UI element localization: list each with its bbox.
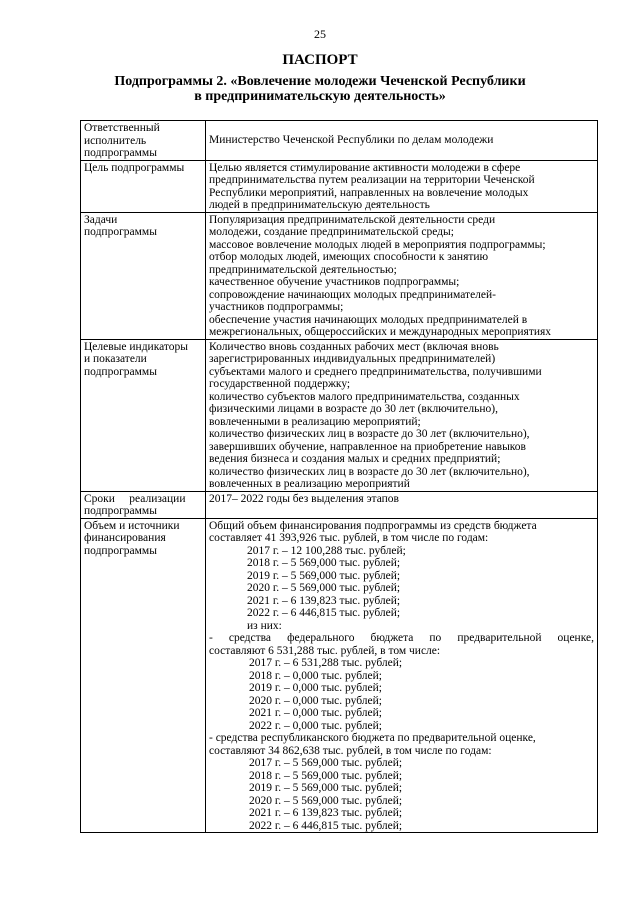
value-line: сопровождение начинающих молодых предпринимателей-	[209, 288, 497, 301]
year-line: 2017 г. – 6 531,288 тыс. рублей;	[249, 657, 403, 669]
table-row	[81, 339, 598, 491]
value-line: количество физических лиц в возрасте до 30 лет (включительно),	[209, 428, 530, 440]
value-line: межрегиональных, общероссийских и международных мероприятиях	[209, 326, 552, 338]
page-number: 25	[314, 27, 326, 41]
value-line: участников подпрограммы;	[209, 301, 344, 313]
label-line: Задачи	[84, 213, 118, 226]
value-line: массовое вовлечение молодых людей в мероприятия подпрограммы;	[209, 238, 546, 251]
year-line: 2019 г. – 0,000 тыс. рублей;	[249, 682, 382, 694]
value-line: Количество вновь созданных рабочих мест (включая вновь	[209, 340, 499, 353]
year-line: 2020 г. – 5 569,000 тыс. рублей;	[247, 582, 401, 594]
label-line: подпрограммы	[84, 544, 157, 557]
label-line: Ответственный	[84, 122, 160, 134]
label-line: подпрограммы	[84, 365, 157, 378]
label-line: Объем и источники	[84, 519, 180, 532]
value-line: количество субъектов малого предпринимательства, созданных	[209, 390, 520, 403]
year-line: 2017 г. – 5 569,000 тыс. рублей;	[249, 757, 403, 769]
value-line: из них:	[247, 619, 282, 632]
year-line: 2021 г. – 6 139,823 тыс. рублей;	[249, 807, 403, 819]
year-line: 2021 г. – 6 139,823 тыс. рублей;	[247, 594, 401, 607]
row-value	[206, 160, 598, 212]
value-line: Популяризация предпринимательской деятельности среди	[209, 213, 496, 226]
value-line: - средства республиканского бюджета по предварительной оценке,	[209, 732, 536, 744]
subtitle-line: Подпрограммы 2. «Вовлечение молодежи Чеченской Республики	[114, 74, 526, 89]
value-line: предпринимательской деятельностью;	[209, 263, 397, 276]
value-line: предпринимательства путем реализации на территории Чеченской	[209, 174, 535, 186]
year-line: 2018 г. – 0,000 тыс. рублей;	[249, 669, 382, 682]
year-line: 2020 г. – 5 569,000 тыс. рублей;	[249, 794, 403, 807]
year-line: 2022 г. – 6 446,815 тыс. рублей;	[249, 819, 403, 832]
value-line: качественное обучение участников подпрограммы;	[209, 276, 460, 288]
passport-table	[80, 120, 598, 833]
year-line: 2020 г. – 0,000 тыс. рублей;	[249, 694, 382, 707]
year-line: 2018 г. – 5 569,000 тыс. рублей;	[249, 769, 403, 782]
value-line: количество физических лиц в возрасте до 30 лет (включительно),	[209, 465, 530, 478]
value-line: физическими лицами в возрасте до 30 лет (включительно),	[209, 403, 498, 415]
year-line: 2019 г. – 5 569,000 тыс. рублей;	[247, 569, 401, 582]
document-subtitle	[0, 74, 640, 104]
value-line: субъектами малого и среднего предпринимательства, получившими	[209, 365, 542, 378]
value-line: ведения бизнеса и создания малых и средних предприятий;	[209, 453, 501, 465]
row-label	[81, 491, 206, 518]
table-row	[81, 491, 598, 518]
label-line: Сроки реализации	[84, 492, 186, 505]
row-value	[206, 491, 598, 518]
value-line	[209, 122, 594, 134]
year-line: 2018 г. – 5 569,000 тыс. рублей;	[247, 557, 401, 569]
year-line: 2022 г. – 6 446,815 тыс. рублей;	[247, 607, 401, 619]
row-value	[206, 339, 598, 491]
row-value	[206, 212, 598, 339]
value-line: зарегистрированных индивидуальных предпринимателей)	[209, 353, 496, 365]
value-line: молодежи, создание предпринимательской среды;	[209, 226, 454, 238]
value-line: Республики мероприятий, направленных на вовлечение молодых	[209, 186, 529, 199]
table-row	[81, 518, 598, 833]
label-line: Целевые индикаторы	[84, 340, 189, 353]
value-line: обеспечение участия начинающих молодых предпринимателей в	[209, 313, 528, 326]
label-line: Цель подпрограммы	[84, 161, 185, 174]
value-line: - средства федерального бюджета по предварительной оценке,	[209, 632, 594, 644]
year-line: 2017 г. – 12 100,288 тыс. рублей;	[247, 544, 406, 557]
label-line: подпрограммы	[84, 505, 157, 517]
year-line: 2021 г. – 0,000 тыс. рублей;	[249, 707, 382, 719]
value-line: отбор молодых людей, имеющих способности к занятию	[209, 251, 489, 263]
value-line: составляет 41 393,926 тыс. рублей, в том числе по годам:	[209, 532, 489, 544]
label-line: подпрограммы	[84, 147, 157, 159]
value-line: Министерство Чеченской Республики по делам молодежи	[209, 134, 494, 146]
row-label	[81, 339, 206, 491]
row-label	[81, 518, 206, 833]
row-label	[81, 160, 206, 212]
table-row	[81, 212, 598, 339]
label-line: и показатели	[84, 353, 147, 365]
row-label	[81, 212, 206, 339]
value-line: людей в предпринимательскую деятельность	[209, 199, 430, 211]
value-line: 2017– 2022 годы без выделения этапов	[209, 492, 399, 505]
row-value	[206, 121, 598, 161]
subtitle-line: в предпринимательскую деятельность»	[194, 89, 446, 104]
value-line: вовлеченных в реализацию мероприятий	[209, 478, 410, 490]
value-line: составляют 6 531,288 тыс. рублей, в том числе:	[209, 644, 441, 657]
document-title: ПАСПОРТ	[282, 52, 358, 68]
value-line: вовлеченными в реализацию мероприятий;	[209, 415, 421, 428]
value-line: государственной поддержку;	[209, 378, 351, 390]
label-line: исполнитель	[84, 134, 147, 147]
year-line: 2022 г. – 0,000 тыс. рублей;	[249, 719, 382, 732]
value-line: составляют 34 862,638 тыс. рублей, в том числе по годам:	[209, 744, 492, 757]
value-line: Целью является стимулирование активности молодежи в сфере	[209, 161, 521, 174]
value-line: Общий объем финансирования подпрограммы из средств бюджета	[209, 519, 537, 532]
row-label	[81, 121, 206, 161]
value-line: завершивших обучение, направленное на приобретение навыков	[209, 440, 526, 453]
label-line: подпрограммы	[84, 226, 157, 238]
year-line: 2019 г. – 5 569,000 тыс. рублей;	[249, 782, 403, 794]
label-line: финансирования	[84, 532, 166, 544]
table-row	[81, 160, 598, 212]
row-value	[206, 518, 598, 833]
table-row	[81, 121, 598, 161]
